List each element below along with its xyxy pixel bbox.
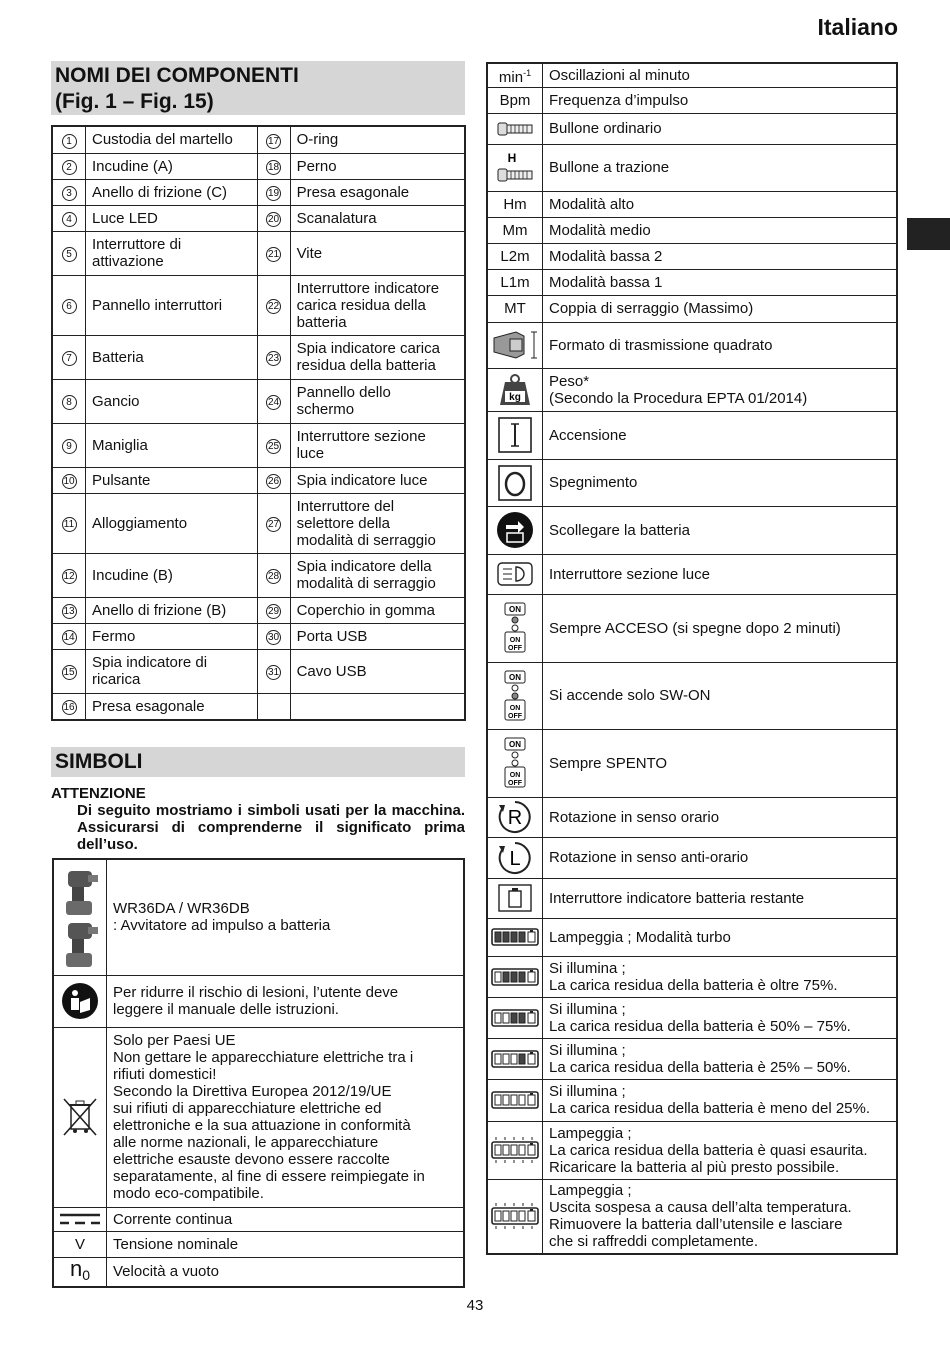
symbol-description: Modalità medio bbox=[543, 217, 898, 243]
symbol-row bbox=[487, 729, 897, 797]
component-number-label: 19 bbox=[268, 188, 280, 199]
symbol-icon-cell bbox=[487, 918, 543, 956]
component-number bbox=[52, 231, 86, 275]
component-number bbox=[52, 179, 86, 205]
component-number bbox=[52, 379, 86, 423]
component-label: Coperchio in gomma bbox=[290, 597, 465, 623]
components-heading: NOMI DEI COMPONENTI (Fig. 1 – Fig. 15) bbox=[51, 61, 465, 115]
component-label: Pannello interruttori bbox=[86, 275, 258, 335]
component-label: Spia indicatore carica residua della batteria bbox=[290, 335, 465, 379]
symbol-icon-cell bbox=[53, 1231, 107, 1257]
symbol-icon-cell bbox=[487, 729, 543, 797]
light-switch-icon bbox=[496, 561, 534, 587]
disconnect-battery-icon bbox=[496, 511, 534, 549]
symbol-icon-cell bbox=[487, 63, 543, 87]
symbol-icon-cell bbox=[487, 191, 543, 217]
symbol-icon-cell bbox=[487, 322, 543, 368]
component-number-label: 6 bbox=[62, 299, 77, 314]
symbol-row bbox=[487, 217, 897, 243]
symbol-description: Bullone ordinario bbox=[543, 113, 898, 144]
svg-text:ON: ON bbox=[509, 637, 521, 644]
component-label: Gancio bbox=[86, 379, 258, 423]
component-number-label: 5 bbox=[62, 247, 77, 262]
symbol-description: Modalità alto bbox=[543, 191, 898, 217]
symbol-icon-cell bbox=[487, 411, 543, 459]
counterclockwise-rotation-icon bbox=[497, 840, 533, 876]
symbol-row bbox=[53, 1231, 464, 1257]
component-label: Vite bbox=[290, 231, 465, 275]
component-number bbox=[257, 553, 290, 597]
component-number-label: 23 bbox=[268, 353, 280, 364]
component-number-label: 29 bbox=[268, 606, 280, 617]
svg-text:R: R bbox=[507, 807, 523, 829]
component-label: Interruttore di attivazione bbox=[86, 231, 258, 275]
symbol-row bbox=[487, 554, 897, 594]
symbol-description: Bullone a trazione bbox=[543, 144, 898, 191]
battery-under25-icon bbox=[488, 1086, 542, 1114]
symbol-row bbox=[53, 1257, 464, 1287]
component-label: Incudine (A) bbox=[86, 153, 258, 179]
symbol-icon-cell bbox=[487, 1121, 543, 1179]
symbol-unit-text: Mm bbox=[502, 221, 528, 239]
component-row bbox=[52, 649, 465, 693]
symbol-icon-cell bbox=[487, 295, 543, 322]
symbol-row bbox=[487, 918, 897, 956]
symbol-icon-cell bbox=[487, 554, 543, 594]
symbol-row bbox=[487, 243, 897, 269]
power-off-icon bbox=[497, 464, 533, 502]
component-label: Interruttore sezione luce bbox=[290, 423, 465, 467]
symbol-unit-text: Hm bbox=[503, 195, 527, 213]
light-always-off-icon bbox=[499, 737, 531, 789]
component-number-label: 27 bbox=[268, 519, 280, 530]
ordinary-bolt-icon bbox=[496, 120, 534, 138]
symbol-icon-cell bbox=[487, 459, 543, 506]
component-number bbox=[52, 623, 86, 649]
symbol-description: Lampeggia ; Modalità turbo bbox=[543, 918, 898, 956]
symbol-row bbox=[487, 837, 897, 878]
component-row bbox=[52, 153, 465, 179]
symbol-icon-cell bbox=[487, 956, 543, 997]
symbol-description: Si illumina ; La carica residua della batteria è meno del 25%. bbox=[543, 1079, 898, 1121]
symbol-row bbox=[487, 506, 897, 554]
symbol-icon-cell bbox=[487, 506, 543, 554]
component-label: Scanalatura bbox=[290, 205, 465, 231]
symbol-description: Scollegare la batteria bbox=[543, 506, 898, 554]
symbol-unit-text: L1m bbox=[500, 273, 530, 291]
symbol-row bbox=[487, 1038, 897, 1079]
symbol-description: Per ridurre il rischio di lesioni, l’utente deve leggere il manuale delle istruzioni. bbox=[107, 975, 465, 1027]
section-tab-marker bbox=[907, 218, 950, 250]
symbol-description: Formato di trasmissione quadrato bbox=[543, 322, 898, 368]
battery-25-50-icon bbox=[488, 1045, 542, 1073]
read-manual-icon bbox=[61, 982, 99, 1020]
light-sw-on-icon bbox=[499, 670, 531, 722]
symbol-description: Frequenza d’impulso bbox=[543, 87, 898, 113]
symbol-row bbox=[487, 411, 897, 459]
symbol-icon-cell bbox=[487, 797, 543, 837]
component-label: Incudine (B) bbox=[86, 553, 258, 597]
symbol-icon-cell bbox=[487, 662, 543, 729]
svg-text:L: L bbox=[509, 847, 521, 870]
component-number bbox=[52, 275, 86, 335]
component-number bbox=[257, 275, 290, 335]
symbol-row bbox=[487, 878, 897, 918]
symbol-row bbox=[487, 269, 897, 295]
symbol-row bbox=[487, 63, 897, 87]
component-label: Anello di frizione (B) bbox=[86, 597, 258, 623]
weight-icon bbox=[497, 372, 533, 408]
symbol-row bbox=[487, 87, 897, 113]
component-label: Presa esagonale bbox=[290, 179, 465, 205]
symbol-description: Si illumina ; La carica residua della batteria è oltre 75%. bbox=[543, 956, 898, 997]
symbol-row bbox=[487, 797, 897, 837]
component-number-label: 16 bbox=[63, 702, 75, 714]
component-label: Spia indicatore della modalità di serraggio bbox=[290, 553, 465, 597]
component-label: Maniglia bbox=[86, 423, 258, 467]
svg-text:OFF: OFF bbox=[508, 645, 522, 652]
component-label: Porta USB bbox=[290, 623, 465, 649]
svg-text:OFF: OFF bbox=[508, 712, 522, 720]
symbol-icon-cell bbox=[487, 217, 543, 243]
components-table bbox=[51, 125, 466, 721]
component-label: Custodia del martello bbox=[86, 126, 258, 153]
symbol-icon-cell bbox=[53, 975, 107, 1027]
symbol-row bbox=[487, 295, 897, 322]
svg-text:ON: ON bbox=[509, 740, 521, 749]
component-row bbox=[52, 205, 465, 231]
symbol-row bbox=[487, 1121, 897, 1179]
symbol-description: Lampeggia ; La carica residua della batteria è quasi esaurita. Ricaricare la batteria al più presto possibile. bbox=[543, 1121, 898, 1179]
light-always-on-icon bbox=[499, 602, 531, 654]
symbol-description: Si illumina ; La carica residua della batteria è 25% – 50%. bbox=[543, 1038, 898, 1079]
symbol-row bbox=[53, 1207, 464, 1231]
symbol-icon-cell bbox=[487, 1038, 543, 1079]
component-number bbox=[257, 153, 290, 179]
symbol-row bbox=[53, 975, 464, 1027]
component-number bbox=[257, 493, 290, 553]
svg-text:ON: ON bbox=[509, 772, 521, 779]
symbol-icon-cell bbox=[487, 87, 543, 113]
symbol-row bbox=[487, 594, 897, 662]
component-number-label: 22 bbox=[268, 301, 280, 312]
symbol-description: Sempre ACCESO (si spegne dopo 2 minuti) bbox=[543, 594, 898, 662]
battery-switch-icon bbox=[497, 883, 533, 913]
symbol-row bbox=[487, 956, 897, 997]
component-number bbox=[257, 623, 290, 649]
symbol-description: Solo per Paesi UE Non gettare le apparecchiature elettriche tra i rifiuti domestici! Secondo la Direttiva Europea 2012/19/UE sui rifiuti di apparecchiature elettriche ed elettroniche e la sua attuazione in conformità alle norme nazionali, le apparecchiature elettriche esauste devono essere raccolte separatamente, al fine di essere reimpiegate in modo eco-compatibile. bbox=[107, 1027, 465, 1207]
symbol-description: Sempre SPENTO bbox=[543, 729, 898, 797]
battery-overheat-icon bbox=[488, 1202, 542, 1230]
component-number bbox=[257, 467, 290, 493]
component-label: Interruttore indicatore carica residua della batteria bbox=[290, 275, 465, 335]
component-number bbox=[257, 649, 290, 693]
component-number bbox=[52, 553, 86, 597]
svg-text:OFF: OFF bbox=[508, 780, 522, 787]
component-row bbox=[52, 423, 465, 467]
component-number bbox=[257, 126, 290, 153]
component-label: Spia indicatore di ricarica bbox=[86, 649, 258, 693]
component-number-label: 14 bbox=[63, 632, 75, 643]
component-number-label: 15 bbox=[63, 667, 75, 678]
component-row bbox=[52, 335, 465, 379]
symbol-unit-text: min bbox=[498, 68, 524, 86]
component-number bbox=[257, 379, 290, 423]
component-number bbox=[52, 467, 86, 493]
symbol-description: Corrente continua bbox=[107, 1207, 465, 1231]
symbol-icon-cell bbox=[487, 594, 543, 662]
component-number bbox=[52, 153, 86, 179]
component-number-label: 24 bbox=[268, 397, 280, 408]
component-label: Interruttore del selettore della modalità di serraggio bbox=[290, 493, 465, 553]
component-row bbox=[52, 231, 465, 275]
symbol-unit-text: Bpm bbox=[499, 91, 531, 109]
symbol-description: Oscillazioni al minuto bbox=[543, 63, 898, 87]
symbol-icon-cell bbox=[487, 368, 543, 411]
component-number-label: 31 bbox=[268, 667, 280, 678]
component-label: Perno bbox=[290, 153, 465, 179]
component-number-label: 2 bbox=[62, 160, 77, 175]
symbol-unit-text: n bbox=[69, 1255, 83, 1281]
svg-text:ON: ON bbox=[509, 672, 521, 682]
component-number bbox=[257, 335, 290, 379]
symbol-icon-cell bbox=[487, 1179, 543, 1254]
component-row bbox=[52, 623, 465, 649]
symbol-description: Velocità a vuoto bbox=[107, 1257, 465, 1287]
symbols-table-right bbox=[486, 62, 898, 1255]
symbol-description: Si accende solo SW-ON bbox=[543, 662, 898, 729]
symbol-row bbox=[487, 113, 897, 144]
component-number-label: 7 bbox=[62, 351, 77, 366]
component-number bbox=[257, 693, 290, 720]
symbols-table-left bbox=[52, 858, 465, 1288]
symbol-icon-cell bbox=[53, 1257, 107, 1287]
symbol-unit-text: MT bbox=[504, 300, 526, 317]
symbol-row bbox=[487, 997, 897, 1038]
component-row bbox=[52, 467, 465, 493]
component-label: Anello di frizione (C) bbox=[86, 179, 258, 205]
component-number-label: 9 bbox=[62, 439, 77, 454]
symbol-unit-sub: 0 bbox=[82, 1266, 91, 1283]
symbol-row bbox=[487, 368, 897, 411]
component-row bbox=[52, 275, 465, 335]
symbol-description: Lampeggia ; Uscita sospesa a causa dell’alta temperatura. Rimuovere la batteria dall’utensile e lasciare che si raffreddi completamente. bbox=[543, 1179, 898, 1254]
component-label: Fermo bbox=[86, 623, 258, 649]
component-label: O-ring bbox=[290, 126, 465, 153]
power-on-icon bbox=[497, 416, 533, 454]
component-number-label: 21 bbox=[268, 249, 280, 260]
high-tension-bolt-icon bbox=[496, 150, 534, 186]
component-number-label: 28 bbox=[268, 571, 280, 582]
symbol-description: Rotazione in senso anti-orario bbox=[543, 837, 898, 878]
symbol-description: Coppia di serraggio (Massimo) bbox=[543, 295, 898, 322]
component-number-label: 30 bbox=[268, 632, 280, 643]
svg-text:H: H bbox=[507, 150, 517, 165]
symbol-row bbox=[487, 459, 897, 506]
battery-over75-icon bbox=[488, 963, 542, 991]
symbol-icon-cell bbox=[487, 997, 543, 1038]
symbol-description: Peso* (Secondo la Procedura EPTA 01/2014) bbox=[543, 368, 898, 411]
attention-text: Di seguito mostriamo i simboli usati per la macchina. Assicurarsi di comprenderne il significato prima dell’uso. bbox=[77, 802, 465, 853]
attention-block bbox=[51, 785, 465, 853]
crossed-bin-icon bbox=[60, 1095, 100, 1139]
symbol-row bbox=[53, 859, 464, 975]
component-number bbox=[257, 179, 290, 205]
component-label: Alloggiamento bbox=[86, 493, 258, 553]
symbol-unit-text: L2m bbox=[500, 247, 530, 265]
component-number bbox=[257, 423, 290, 467]
symbol-description: Tensione nominale bbox=[107, 1231, 465, 1257]
symbol-icon-cell bbox=[487, 1079, 543, 1121]
component-row bbox=[52, 553, 465, 597]
symbol-row bbox=[53, 1027, 464, 1207]
component-row bbox=[52, 693, 465, 720]
component-number-label: 3 bbox=[62, 186, 77, 201]
symbol-description: Modalità bassa 1 bbox=[543, 269, 898, 295]
page-number: 43 bbox=[466, 1297, 484, 1314]
symbol-icon-cell bbox=[487, 837, 543, 878]
component-number bbox=[52, 423, 86, 467]
symbol-row bbox=[487, 144, 897, 191]
component-row bbox=[52, 597, 465, 623]
component-number-label: 20 bbox=[268, 214, 280, 225]
symbol-icon-cell bbox=[53, 859, 107, 975]
component-number-label: 25 bbox=[268, 441, 280, 452]
battery-turbo-icon bbox=[488, 923, 542, 951]
symbol-unit-text: V bbox=[74, 1235, 85, 1253]
component-row bbox=[52, 379, 465, 423]
symbol-row bbox=[487, 1079, 897, 1121]
symbol-row bbox=[487, 191, 897, 217]
component-number bbox=[52, 649, 86, 693]
battery-50-75-icon bbox=[488, 1004, 542, 1032]
component-label: Luce LED bbox=[86, 205, 258, 231]
symbol-description: Modalità bassa 2 bbox=[543, 243, 898, 269]
component-number-label: 12 bbox=[63, 571, 75, 582]
component-number bbox=[52, 493, 86, 553]
component-number-label: 17 bbox=[268, 135, 280, 147]
symbol-icon-cell bbox=[487, 144, 543, 191]
symbol-icon-cell bbox=[53, 1027, 107, 1207]
component-number-label: 10 bbox=[63, 476, 75, 487]
component-label: Cavo USB bbox=[290, 649, 465, 693]
component-number bbox=[257, 597, 290, 623]
symbol-row bbox=[487, 1179, 897, 1254]
symbol-description: Spegnimento bbox=[543, 459, 898, 506]
symbol-description: WR36DA / WR36DB : Avvitatore ad impulso a batteria bbox=[107, 859, 465, 975]
direct-current-icon bbox=[58, 1212, 102, 1226]
svg-text:kg: kg bbox=[509, 391, 521, 403]
component-number-label: 4 bbox=[62, 212, 77, 227]
symbols-heading: SIMBOLI bbox=[51, 747, 465, 777]
symbol-icon-cell bbox=[487, 113, 543, 144]
clockwise-rotation-icon bbox=[497, 799, 533, 835]
square-drive-icon bbox=[490, 328, 540, 362]
symbol-description: Interruttore indicatore batteria restante bbox=[543, 878, 898, 918]
battery-empty-blink-icon bbox=[488, 1136, 542, 1164]
svg-text:ON: ON bbox=[509, 704, 521, 712]
symbol-description: Accensione bbox=[543, 411, 898, 459]
component-row bbox=[52, 179, 465, 205]
component-number bbox=[52, 597, 86, 623]
component-number-label: 26 bbox=[268, 476, 280, 487]
symbol-description: Si illumina ; La carica residua della batteria è 50% – 75%. bbox=[543, 997, 898, 1038]
component-number bbox=[52, 693, 86, 720]
svg-text:ON: ON bbox=[509, 605, 521, 614]
component-number-label: 13 bbox=[63, 606, 75, 617]
component-number-label: 11 bbox=[62, 517, 77, 532]
component-number bbox=[52, 126, 86, 153]
component-number bbox=[257, 205, 290, 231]
component-number-label: 18 bbox=[268, 162, 280, 173]
impact-driver-icon bbox=[58, 865, 102, 969]
component-row bbox=[52, 126, 465, 153]
attention-label: ATTENZIONE bbox=[51, 785, 146, 802]
symbol-icon-cell bbox=[53, 1207, 107, 1231]
component-label: Pannello dello schermo bbox=[290, 379, 465, 423]
component-number bbox=[257, 231, 290, 275]
symbol-unit-sup: -1 bbox=[523, 67, 532, 78]
symbol-row bbox=[487, 322, 897, 368]
component-number bbox=[52, 335, 86, 379]
component-number-label: 1 bbox=[62, 134, 77, 149]
component-label: Spia indicatore luce bbox=[290, 467, 465, 493]
component-number-label: 8 bbox=[62, 395, 77, 410]
component-label: Batteria bbox=[86, 335, 258, 379]
component-number bbox=[52, 205, 86, 231]
component-label: Presa esagonale bbox=[86, 693, 258, 720]
symbol-description: Interruttore sezione luce bbox=[543, 554, 898, 594]
symbol-icon-cell bbox=[487, 243, 543, 269]
component-label bbox=[290, 693, 465, 720]
component-row bbox=[52, 493, 465, 553]
symbol-row bbox=[487, 662, 897, 729]
component-label: Pulsante bbox=[86, 467, 258, 493]
symbol-icon-cell bbox=[487, 878, 543, 918]
symbol-icon-cell bbox=[487, 269, 543, 295]
language-label: Italiano bbox=[817, 14, 898, 40]
symbol-description: Rotazione in senso orario bbox=[543, 797, 898, 837]
